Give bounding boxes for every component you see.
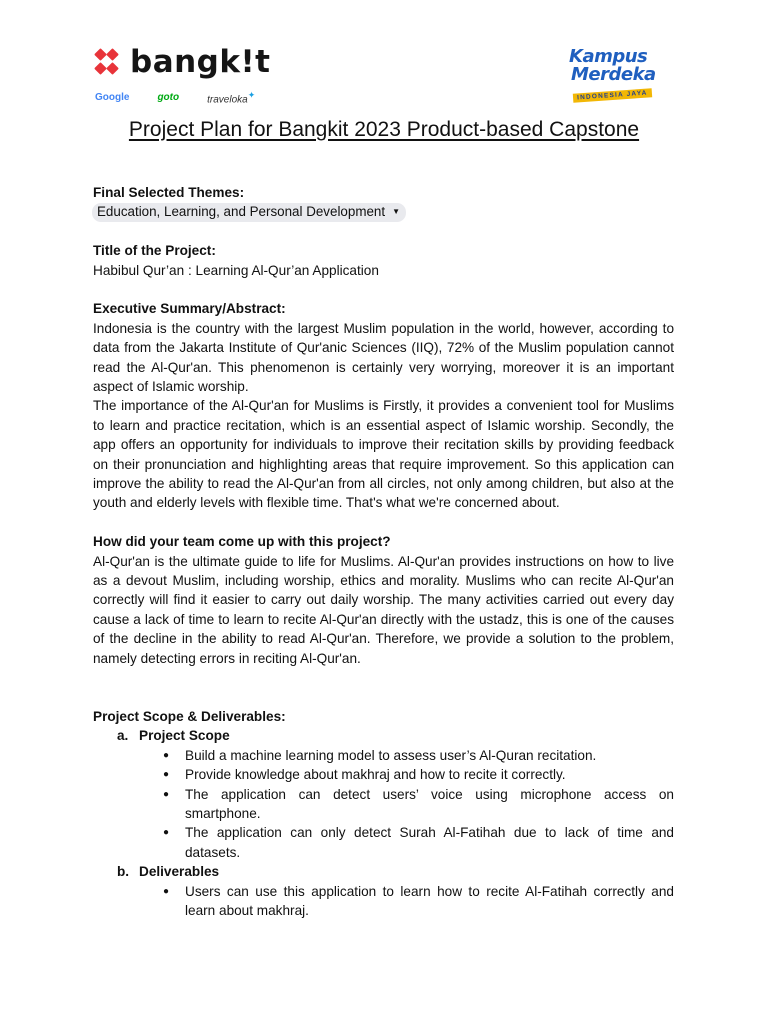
- scope-list: [93, 726, 674, 920]
- traveloka-star-icon: ✦: [247, 90, 256, 100]
- document-body: [93, 183, 674, 920]
- scope-item-project-scope: [117, 726, 674, 862]
- list-item: ● Build a machine learning model to assess user’s Al-Quran recitation.: [185, 746, 674, 765]
- summary-paragraph-1: Indonesia is the country with the largest Muslim population in the world, however, according to data from the Jakarta Institute of Qur'anic Sciences (IIQ), 72% of the Muslim population cannot read the Al-Qur'an. This phenomenon is certainly very worrying, moreover it is an important aspect of Islamic worship.: [93, 320, 674, 395]
- document-header: [0, 0, 768, 110]
- summary-label: Executive Summary/Abstract:: [93, 301, 286, 317]
- indonesia-jaya-band: INDONESIA JAYA: [573, 88, 652, 102]
- summary-paragraph-2: The importance of the Al-Qur'an for Muslims is Firstly, it provides a convenient tool for Muslims to learn and practice recitation, which is an essential aspect of Islamic worship. Secondly, the app offers an opportunity for individuals to improve their recitation skills by providing feedback on their pronunciation and highlighting areas that require improvement. So this application can improve the ability to read the Al-Qur'an from all circles, not only among children, but also at the youth and elderly levels with flexible time. That's what we're concerned about.: [93, 398, 674, 511]
- list-item: ● Users can use this application to learn how to recite Al-Fatihah correctly and learn about makhraj.: [185, 882, 674, 921]
- goto-logo: goto: [157, 92, 180, 104]
- list-item: ● Provide knowledge about makhraj and how to recite it correctly.: [185, 765, 674, 784]
- list-marker: b.: [117, 864, 130, 880]
- list-item: ● The application can detect users’ voice using microphone access on smartphone.: [185, 785, 674, 824]
- project-scope-bullets: [139, 746, 674, 862]
- kampus-merdeka-logo: [567, 48, 665, 100]
- google-logo: Google: [95, 92, 130, 104]
- project-title-label: Title of the Project:: [93, 243, 216, 259]
- scope-item-deliverables: [117, 862, 674, 920]
- origin-paragraph: Al-Qur'an is the ultimate guide to life for Muslims. Al-Qur'an provides instructions on how to live as a devout Muslim, including worship, ethics and morality. Muslims who can recite Al-Qur'an correctly will find it easier to carry out daily worship. The many activities carried out every day cause a lack of time to learn to recite Al-Qur'an directly with the ustadz, this is one of the causes of the decline in the ability to read Al-Qur'an. Therefore, we provide a solution to the problem, namely detecting errors in reciting Al-Qur'an.: [93, 553, 674, 666]
- project-title-value: Habibul Qur’an : Learning Al-Qur’an Application: [93, 262, 379, 278]
- merdeka-word: Merdeka: [571, 64, 656, 85]
- origin-label: How did your team come up with this project?: [93, 534, 391, 550]
- list-marker: a.: [117, 728, 129, 744]
- dropdown-arrow-icon: ▼: [392, 207, 401, 217]
- bangkit-logo: [94, 42, 270, 82]
- traveloka-logo: traveloka✦: [207, 90, 256, 106]
- bangkit-wordmark: bangk!t: [130, 44, 271, 80]
- kampus-word: Kampus: [569, 46, 648, 67]
- bangkit-mark-icon: [94, 47, 124, 77]
- document-title: Project Plan for Bangkit 2023 Product-based Capstone: [128, 118, 640, 141]
- scope-item-title: Deliverables: [139, 864, 220, 880]
- themes-dropdown[interactable]: [92, 203, 406, 222]
- partner-logos: [95, 90, 255, 105]
- themes-row: [93, 202, 674, 221]
- scope-item-title: Project Scope: [139, 728, 230, 744]
- scope-label: Project Scope & Deliverables:: [93, 708, 286, 724]
- themes-label: Final Selected Themes:: [93, 185, 245, 200]
- list-item: ● The application can only detect Surah Al-Fatihah due to lack of time and datasets.: [185, 823, 674, 862]
- deliverables-bullets: [139, 882, 674, 921]
- themes-dropdown-value: Education, Learning, and Personal Development: [97, 204, 386, 220]
